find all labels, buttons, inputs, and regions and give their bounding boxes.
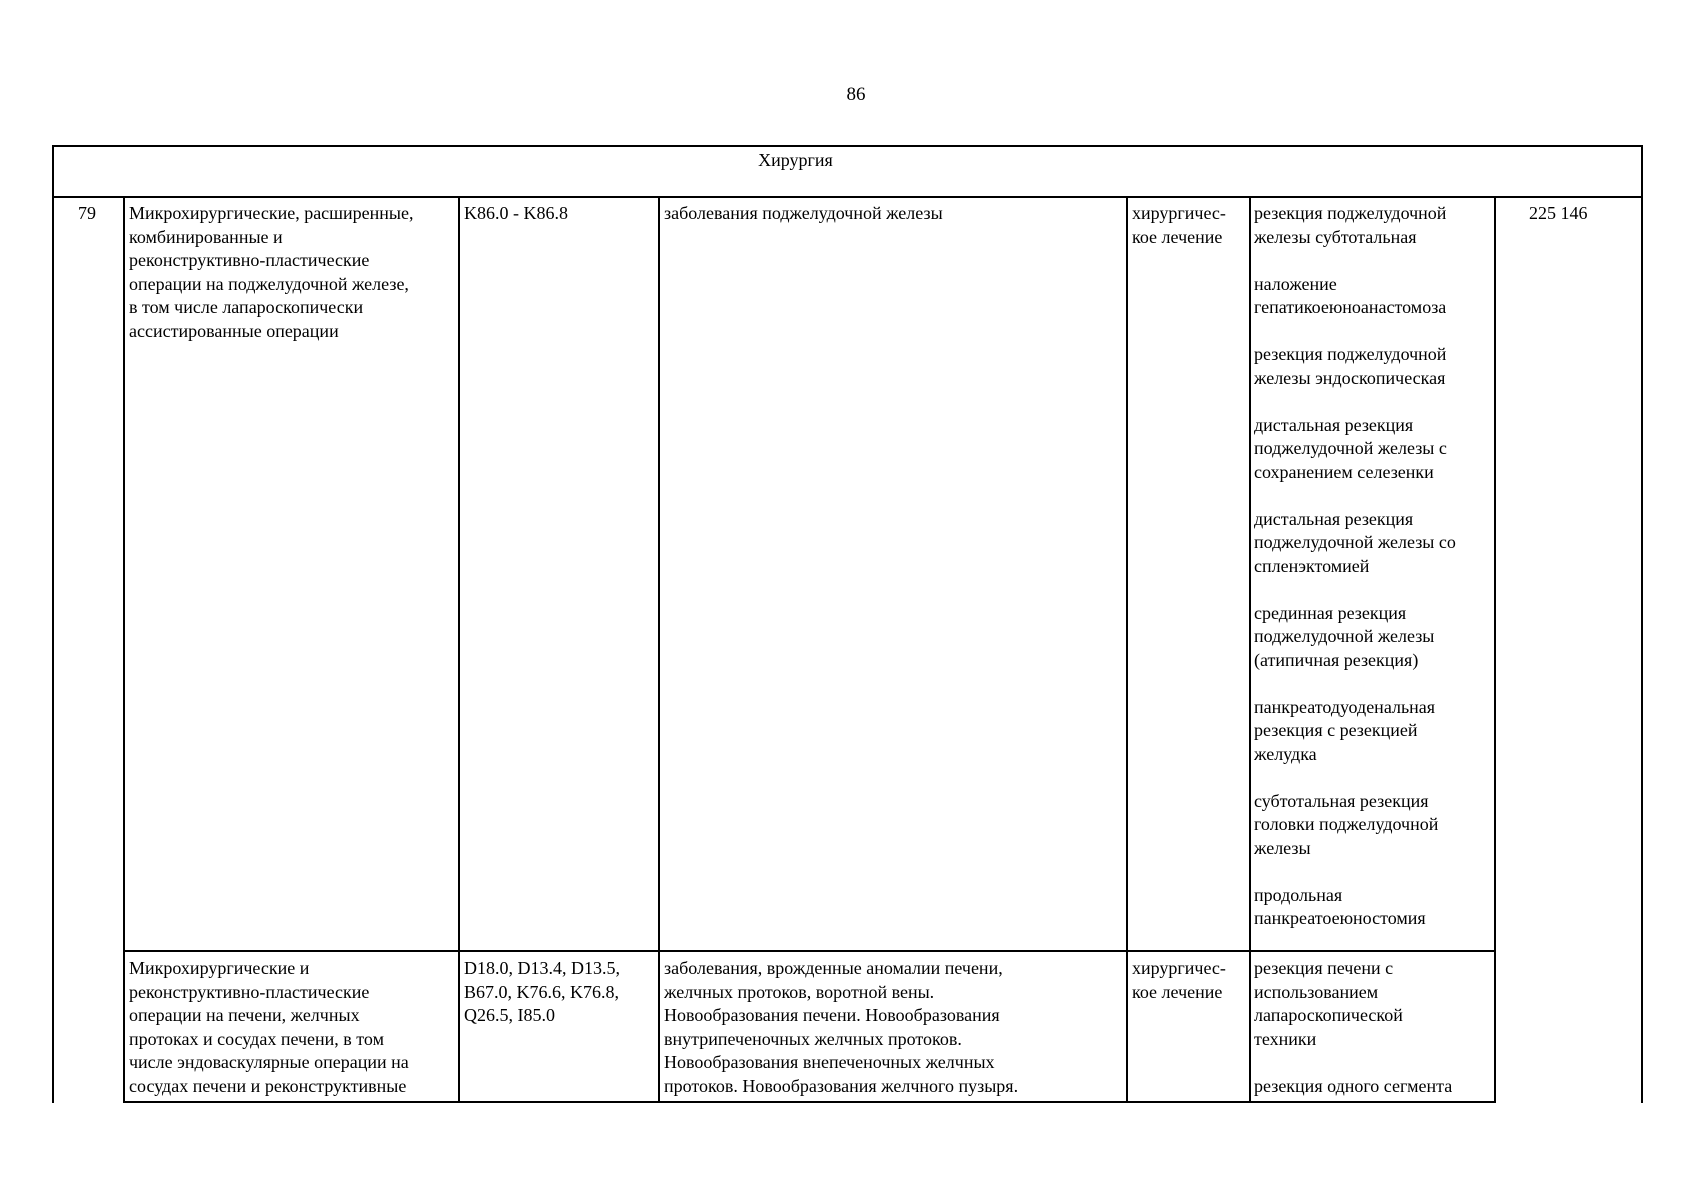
codes-line: K86.0 - K86.8 (464, 203, 568, 223)
method-line: наложение (1254, 273, 1337, 294)
method-item (1254, 957, 1452, 1051)
section-title: Хирургия (758, 150, 833, 170)
method-line: дистальная резекция (1254, 414, 1414, 435)
method-line: поджелудочной железы со (1254, 532, 1456, 552)
method-line: резекция печени с (1254, 958, 1394, 978)
procedure-line: реконструктивно-пластические (129, 981, 370, 1002)
method-line: спленэктомией (1254, 555, 1370, 576)
codes-cell (464, 202, 568, 226)
method-item (1254, 414, 1456, 485)
method-item (1254, 1075, 1452, 1099)
procedure-line: сосудах печени и реконструктивные (129, 1075, 407, 1096)
method-line: головки поджелудочной (1254, 814, 1439, 834)
method-line: (атипичная резекция) (1254, 649, 1419, 670)
methods-cell (1254, 957, 1452, 1098)
method-line: резекция одного сегмента (1254, 1075, 1453, 1096)
method-item (1254, 790, 1456, 861)
diagnosis-line: протоков. Новообразования желчного пузыря. (664, 1075, 1019, 1096)
entry-divider (123, 950, 1496, 952)
method-item (1254, 696, 1456, 767)
method-line: железы эндоскопическая (1254, 367, 1446, 388)
method-line: желудка (1254, 743, 1317, 764)
column-divider-5 (1249, 197, 1251, 1103)
diagnosis-line: заболевания поджелудочной железы (664, 203, 943, 223)
diagnosis-line: Новообразования внепеченочных желчных (664, 1052, 995, 1072)
method-item (1254, 202, 1456, 249)
method-line: железы (1254, 837, 1311, 858)
method-line: техники (1254, 1028, 1317, 1049)
method-line: продольная (1254, 884, 1343, 905)
codes-line: B67.0, K76.6, K76.8, (464, 981, 620, 1002)
codes-line: D18.0, D13.4, D13.5, (464, 958, 620, 978)
diagnosis-line: заболевания, врожденные аномалии печени, (664, 958, 1003, 978)
procedure-cell (129, 957, 409, 1098)
method-line: поджелудочной железы (1254, 626, 1435, 646)
diagnosis-cell (664, 202, 943, 226)
table-right-border (1641, 197, 1643, 1103)
treatment-cell (1132, 957, 1226, 1004)
diagnosis-cell (664, 957, 1018, 1098)
method-line: резекция поджелудочной (1254, 344, 1447, 364)
method-line: панкреатоеюностомия (1254, 908, 1426, 928)
row-number: 79 (78, 203, 96, 223)
method-item (1254, 273, 1456, 320)
method-item (1254, 343, 1456, 390)
diagnosis-line: желчных протоков, воротной вены. (664, 981, 935, 1002)
method-line: гепатикоеюноанастомоза (1254, 297, 1447, 317)
methods-cell (1254, 202, 1456, 931)
procedure-line: ассистированные операции (129, 320, 339, 341)
method-line: резекция поджелудочной (1254, 203, 1447, 223)
method-line: панкреатодуоденальная (1254, 696, 1436, 717)
column-divider-3 (658, 197, 660, 1103)
method-line: поджелудочной железы с (1254, 438, 1447, 458)
column-divider-4 (1126, 197, 1128, 1103)
procedure-line: Микрохирургические и (129, 958, 310, 978)
treatment-cell (1132, 202, 1226, 249)
procedure-line: протоках и сосудах печени, в том (129, 1028, 384, 1049)
treatment-line: хирургичес- (1132, 958, 1226, 978)
treatment-line: кое лечение (1132, 226, 1223, 247)
procedure-line: числе эндоваскулярные операции на (129, 1052, 409, 1072)
column-divider-1 (123, 197, 125, 1103)
procedure-line: Микрохирургические, расширенные, (129, 203, 414, 223)
method-line: железы субтотальная (1254, 226, 1417, 247)
diagnosis-line: Новообразования печени. Новообразования (664, 1005, 1000, 1025)
procedure-cell (129, 202, 414, 343)
table-bottom-border (123, 1101, 1496, 1103)
codes-line: Q26.5, I85.0 (464, 1005, 555, 1025)
method-line: дистальная резекция (1254, 508, 1414, 529)
method-line: резекция с резекцией (1254, 720, 1418, 740)
method-line: сохранением селезенки (1254, 461, 1434, 482)
method-line: срединная резекция (1254, 602, 1407, 623)
procedure-line: операции на поджелудочной железе, (129, 273, 409, 294)
codes-cell (464, 957, 620, 1028)
method-line: лапароскопической (1254, 1005, 1403, 1025)
method-line: использованием (1254, 981, 1379, 1002)
treatment-line: кое лечение (1132, 981, 1223, 1002)
procedure-line: операции на печени, желчных (129, 1005, 360, 1025)
procedure-line: реконструктивно-пластические (129, 250, 370, 270)
method-item (1254, 508, 1456, 579)
table-left-border (52, 197, 54, 1103)
method-line: субтотальная резекция (1254, 790, 1429, 811)
page-number: 86 (846, 84, 866, 105)
column-divider-6 (1494, 197, 1496, 1103)
method-item (1254, 884, 1456, 931)
method-item (1254, 602, 1456, 673)
procedure-line: комбинированные и (129, 226, 283, 247)
row-price: 225 146 (1529, 203, 1588, 223)
treatment-line: хирургичес- (1132, 203, 1226, 223)
diagnosis-line: внутрипеченочных желчных протоков. (664, 1028, 962, 1049)
column-divider-2 (458, 197, 460, 1103)
procedure-line: в том числе лапароскопически (129, 297, 364, 317)
